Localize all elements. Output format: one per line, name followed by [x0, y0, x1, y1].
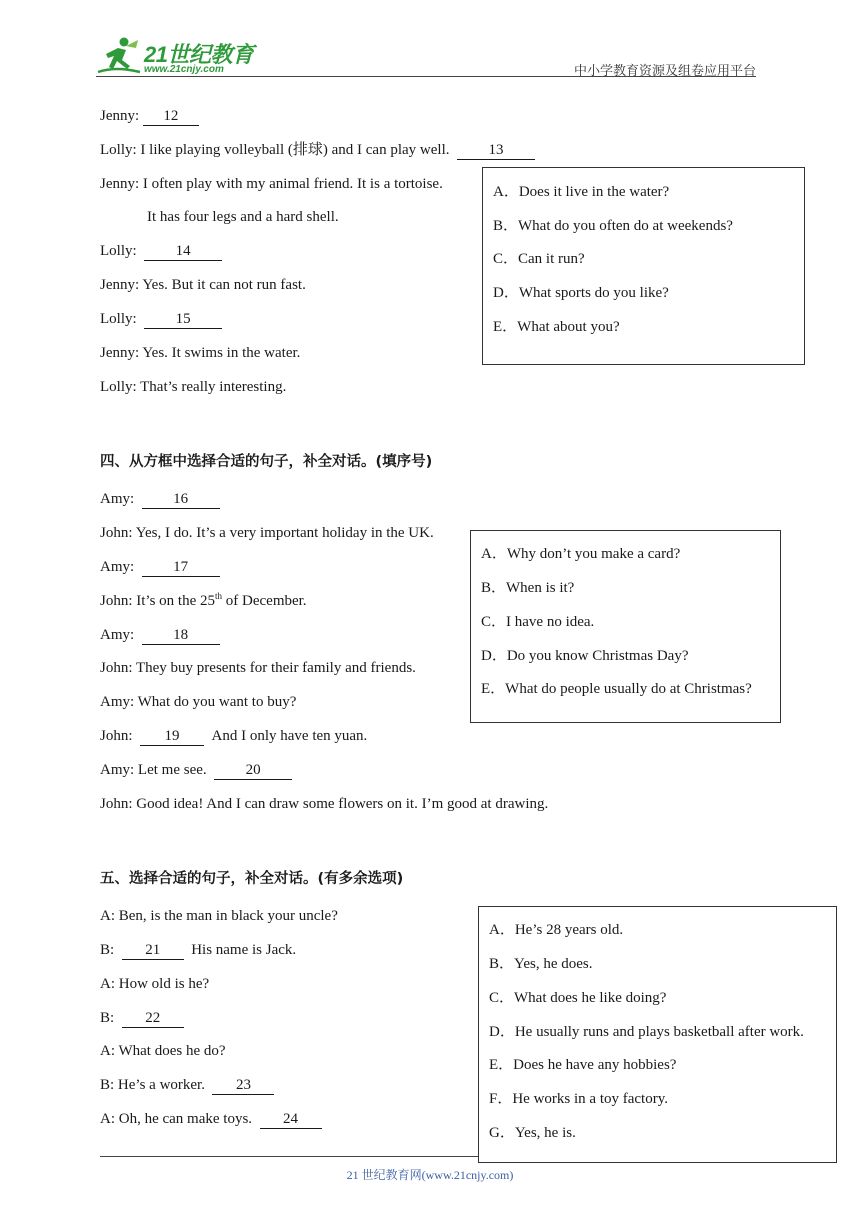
option-item[interactable]: A．Does it live in the water? — [493, 184, 670, 200]
logo-url: www.21cnjy.com — [144, 64, 224, 75]
answer-blank-22[interactable]: 22 — [122, 1010, 184, 1028]
platform-caption: 中小学教育资源及组卷应用平台 — [573, 64, 756, 79]
option-item[interactable]: E．What do people usually do at Christmas? — [481, 681, 752, 697]
dialog-line: Amy: 18 — [100, 625, 220, 645]
option-item[interactable]: F．He works in a toy factory. — [489, 1091, 668, 1107]
option-item[interactable]: G．Yes, he is. — [489, 1125, 576, 1141]
dialog-line: Jenny: I often play with my animal friend. It is a tortoise. — [100, 176, 443, 192]
dialog-line: A: Ben, is the man in black your uncle? — [100, 908, 338, 924]
dialog-line: Jenny: Yes. It swims in the water. — [100, 345, 301, 361]
dialog-line: Lolly: 14 — [100, 241, 222, 261]
logo-text: 21世纪教育 — [144, 42, 254, 67]
runner-logo-icon — [96, 36, 142, 76]
option-item[interactable]: A．He’s 28 years old. — [489, 922, 624, 938]
header-divider — [96, 76, 756, 77]
answer-blank-14[interactable]: 14 — [144, 243, 222, 261]
dialog-line: John: Good idea! And I can draw some flowers on it. I’m good at drawing. — [100, 796, 549, 812]
dialog-line: A: What does he do? — [100, 1043, 226, 1059]
options-box-1 — [482, 167, 805, 365]
dialog-line: A: How old is he? — [100, 976, 210, 992]
option-item[interactable]: B．Yes, he does. — [489, 956, 593, 972]
option-item[interactable]: B．What do you often do at weekends? — [493, 218, 733, 234]
dialog-line: Lolly: That’s really interesting. — [100, 379, 287, 395]
answer-blank-21[interactable]: 21 — [122, 942, 184, 960]
dialog-line: Amy: What do you want to buy? — [100, 694, 297, 710]
option-item[interactable]: C．What does he like doing? — [489, 990, 667, 1006]
options-box-3 — [478, 906, 837, 1163]
dialog-line: John: It’s on the 25th of December. — [100, 591, 307, 609]
section-heading-4: 四、从方框中选择合适的句子，补全对话。(填序号) — [100, 454, 433, 470]
option-item[interactable]: E．What about you? — [493, 319, 620, 335]
answer-blank-24[interactable]: 24 — [260, 1111, 322, 1129]
options-box-2 — [470, 530, 781, 723]
dialog-line: Amy: 16 — [100, 489, 220, 509]
option-item[interactable]: D．What sports do you like? — [493, 285, 669, 301]
option-item[interactable]: A．Why don’t you make a card? — [481, 546, 681, 562]
option-item[interactable]: C．Can it run? — [493, 251, 585, 267]
option-item[interactable]: E．Does he have any hobbies? — [489, 1057, 677, 1073]
dialog-line: Lolly: 15 — [100, 309, 222, 329]
dialog-line: John: Yes, I do. It’s a very important holiday in the UK. — [100, 525, 434, 541]
answer-blank-20[interactable]: 20 — [214, 762, 292, 780]
dialog-line: It has four legs and a hard shell. — [147, 209, 339, 225]
answer-blank-19[interactable]: 19 — [140, 728, 204, 746]
dialog-line: Amy: Let me see. 20 — [100, 760, 292, 780]
option-item[interactable]: B．When is it? — [481, 580, 575, 596]
dialog-line: Amy: 17 — [100, 557, 220, 577]
answer-blank-13[interactable]: 13 — [457, 142, 535, 160]
answer-blank-17[interactable]: 17 — [142, 559, 220, 577]
page-header — [96, 32, 756, 78]
answer-blank-15[interactable]: 15 — [144, 311, 222, 329]
dialog-line: John: 19 And I only have ten yuan. — [100, 728, 368, 744]
section-heading-5: 五、选择合适的句子，补全对话。(有多余选项) — [100, 871, 404, 887]
dialog-line: B: 21 His name is Jack. — [100, 942, 297, 958]
dialog-line: Lolly: I like playing volleyball (排球) and I can play well. 13 — [100, 140, 535, 160]
footer-divider — [100, 1156, 478, 1157]
site-logo[interactable] — [96, 36, 266, 76]
answer-blank-16[interactable]: 16 — [142, 491, 220, 509]
dialog-line: John: They buy presents for their family and friends. — [100, 660, 416, 676]
answer-blank-12[interactable]: 12 — [143, 108, 199, 126]
option-item[interactable]: C．I have no idea. — [481, 614, 595, 630]
answer-blank-18[interactable]: 18 — [142, 627, 220, 645]
dialog-line: B: He’s a worker. 23 — [100, 1075, 274, 1095]
dialog-line: Jenny: 12 — [100, 106, 199, 126]
dialog-line: A: Oh, he can make toys. 24 — [100, 1109, 322, 1129]
dialog-line: B: 22 — [100, 1008, 184, 1028]
option-item[interactable]: D．Do you know Christmas Day? — [481, 648, 689, 664]
dialog-line: Jenny: Yes. But it can not run fast. — [100, 277, 306, 293]
answer-blank-23[interactable]: 23 — [212, 1077, 274, 1095]
option-item[interactable]: D．He usually runs and plays basketball after work. — [489, 1024, 804, 1040]
page-footer[interactable]: 21 世纪教育网(www.21cnjy.com) — [346, 1168, 514, 1182]
